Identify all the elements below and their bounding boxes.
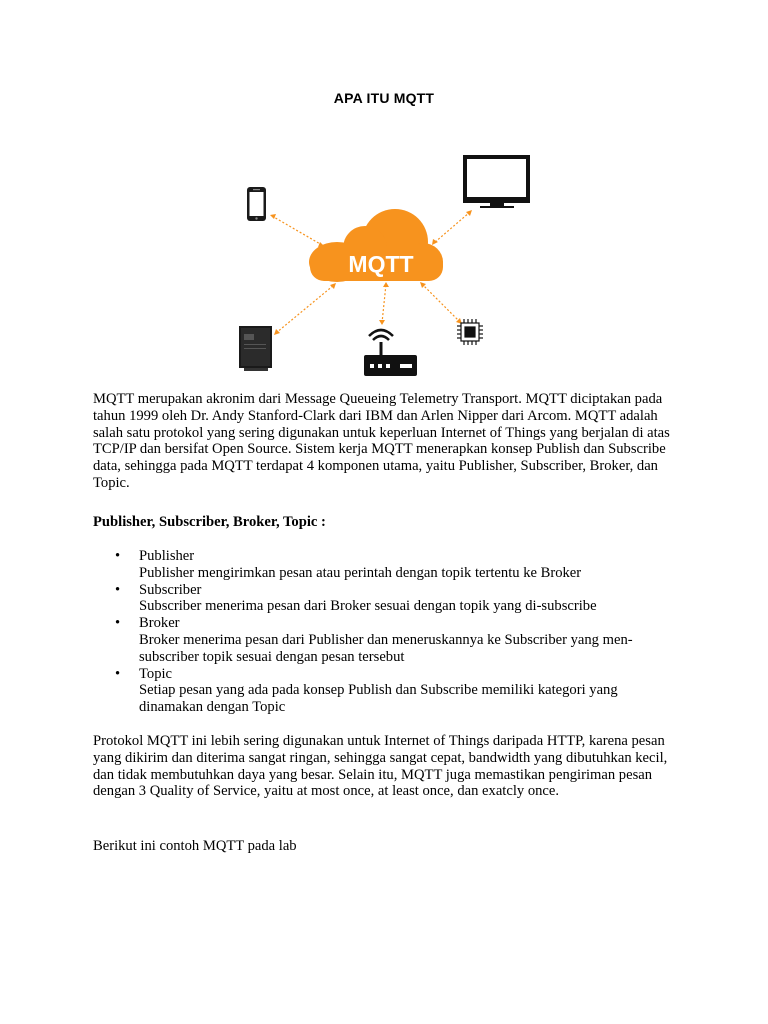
component-desc: Subscriber menerima pesan dari Broker sesuai dengan topik yang di-subscribe bbox=[139, 598, 597, 615]
component-name: • Publisher bbox=[139, 548, 195, 564]
arrow-chip bbox=[422, 284, 460, 322]
components-heading: Publisher, Subscriber, Broker, Topic : bbox=[93, 514, 326, 530]
mqtt-diagram bbox=[230, 150, 540, 382]
router-icon bbox=[364, 330, 417, 376]
component-desc: Setiap pesan yang ada pada konsep Publish dan Subscribe memiliki kategori yang dinamakan dengan Topic bbox=[139, 682, 618, 716]
page-title: APA ITU MQTT bbox=[333, 90, 435, 106]
arrow-phone bbox=[272, 216, 322, 245]
arrow-plc bbox=[276, 285, 334, 333]
list-item bbox=[93, 582, 673, 616]
smartphone-icon bbox=[247, 187, 266, 221]
component-list bbox=[93, 548, 673, 716]
microchip-icon bbox=[457, 319, 483, 345]
arrow-router bbox=[382, 284, 386, 323]
component-name: • Broker bbox=[139, 615, 180, 632]
list-item bbox=[93, 548, 673, 582]
component-desc: Publisher mengirimkan pesan atau perintah dengan topik tertentu ke Broker bbox=[139, 564, 582, 581]
example-paragraph: Berikut ini contoh MQTT pada lab bbox=[93, 838, 297, 854]
intro-paragraph: MQTT merupakan akronim dari Message Queueing Telemetry Transport. MQTT diciptakan pada tahun 1999 oleh Dr. Andy Stanford-Clark dari IBM dan Arlen Nipper dari Arcom. MQTT adalah salah satu protokol yang sering digunakan untuk keperluan Internet of Things yang berjalan di atas TCP/IP dan bersifat Open Source. Sistem kerja MQTT menerapkan konsep Publish dan Subscribe data, sehingga pada MQTT terdapat 4 komponen utama, yaitu Publisher, Subscriber, Broker, dan Topic. bbox=[93, 391, 670, 491]
cloud-label: MQTT bbox=[348, 251, 414, 277]
monitor-icon bbox=[463, 155, 530, 208]
component-name: • Topic bbox=[139, 665, 173, 682]
component-desc: Broker menerima pesan dari Publisher dan meneruskannya ke Subscriber yang men-subscriber topik sesuai dengan pesan tersebut bbox=[139, 631, 633, 665]
list-item bbox=[93, 666, 673, 716]
protocol-paragraph: Protokol MQTT ini lebih sering digunakan untuk Internet of Things daripada HTTP, karena pesan yang dikirim dan diterima sangat ringan, sehingga sangat cepat, bandwidth yang dibutuhkan kecil, dan tidak membutuhkan daya yang besar. Selain itu, MQTT juga memastikan pengiriman pesan dengan 3 Quality of Service, yaitu at most once, at least once, dan exatcly once. bbox=[93, 733, 668, 800]
list-item bbox=[93, 615, 673, 665]
component-name: • Subscriber bbox=[139, 581, 202, 598]
arrow-monitor bbox=[434, 212, 470, 243]
plc-device-icon bbox=[239, 326, 272, 371]
